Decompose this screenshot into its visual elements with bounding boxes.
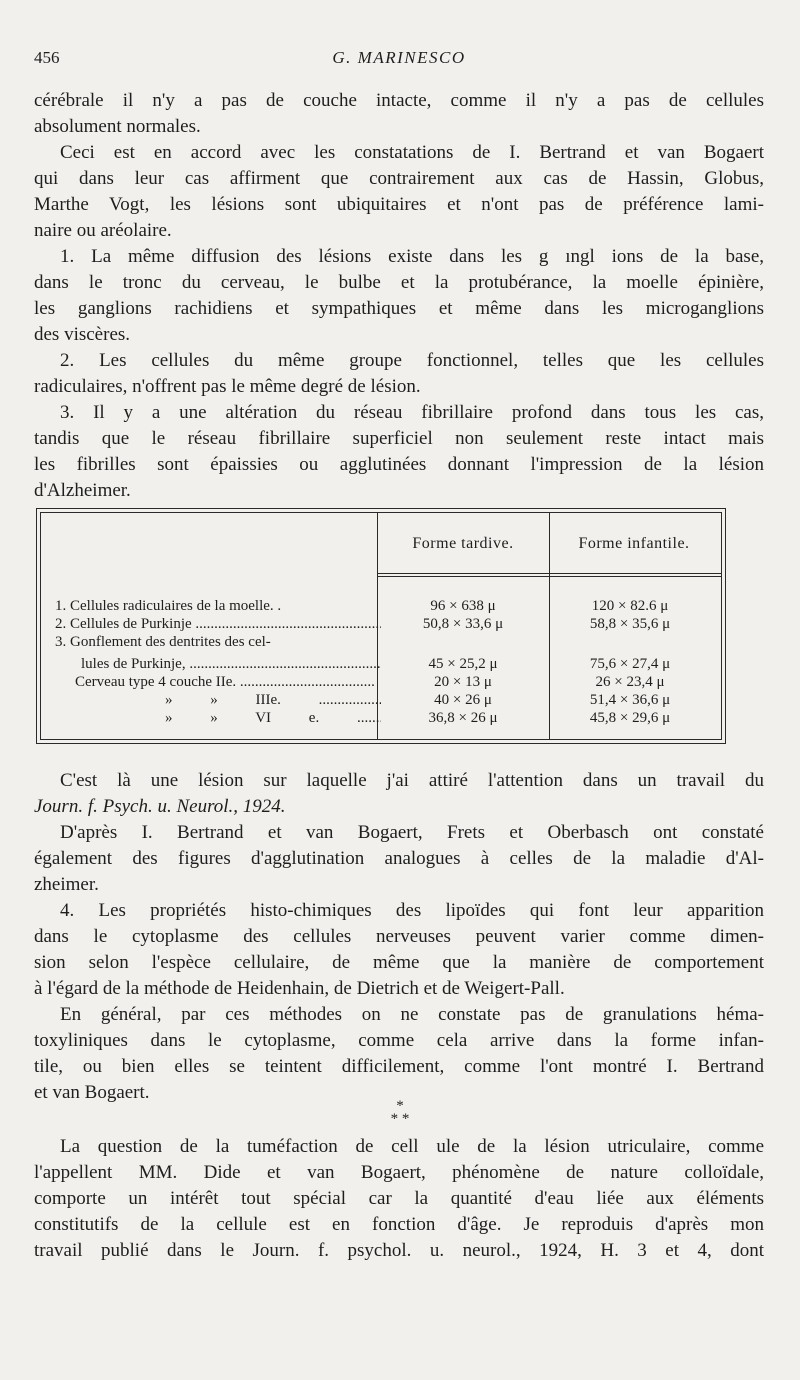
text-line: cérébrale il n'y a pas de couche intacte, comme il n'y a pas de cellules [34,90,764,111]
text-line: radiculaires, n'offrent pas le même degré de lésion. [34,376,421,397]
text-line: tile, ou bien elles se teintent difficilement, comme l'ont montré I. Bertrand [34,1056,764,1077]
text-line: sion selon l'espèce cellulaire, de même que la manière de comportement [34,952,764,973]
asterism-bottom: * * [390,1111,410,1127]
text-line: 4. Les propriétés histo-chimiques des lipoïdes qui font leur apparition [60,900,764,921]
table-row-label: » » IIIe. ..... [165,691,381,709]
text-line: En général, par ces méthodes on ne constate pas de granulations héma- [60,1004,764,1025]
table-cell: 36,8 × 26 μ [428,710,498,726]
header-rule [377,576,721,577]
text-line: absolument normales. [34,116,201,137]
table-cell: 50,8 × 33,6 μ [422,616,504,632]
text-line: dans le tronc du cerveau, le bulbe et la protubérance, la moelle épinière, [34,272,764,293]
text-line: Ceci est en accord avec les constatations de I. Bertrand et van Bogaert [60,142,764,163]
text-line: tandis que le réseau fibrillaire superficiel non seulement reste intact mais [34,428,764,449]
text-line: 3. Il y a une altération du réseau fibrillaire profond dans tous les cas, [60,402,764,423]
table-cell: 45,8 × 29,6 μ [589,710,671,726]
table-row-label: 1. Cellules radiculaires de la moelle. . [55,598,282,614]
table-row-label: lules de Purkinje, ..... [81,655,381,673]
asterism-top: * [396,1098,404,1114]
text-line: toxyliniques dans le cytoplasme, comme cela arrive dans la forme infan- [34,1030,764,1051]
table-cell: 75,6 × 27,4 μ [589,656,671,672]
text-line: à l'égard de la méthode de Heidenhain, de Dietrich et de Weigert-Pall. [34,978,565,999]
text-line: d'Alzheimer. [34,480,131,501]
text-line: qui dans leur cas affirment que contrairement aux cas de Hassin, Globus, [34,168,764,189]
text-line: comporte un intérêt tout spécial car la quantité d'eau liée aux éléments [34,1188,764,1209]
table-cell: 45 × 25,2 μ [428,656,498,672]
section-asterism [0,1100,800,1126]
text-line: et van Bogaert. [34,1082,150,1103]
text-line: La question de la tuméfaction de cell ule de la lésion utriculaire, comme [60,1136,764,1157]
text-line: les ganglions rachidiens et sympathiques et même dans les microganglions [34,298,764,319]
column-header-infantile: Forme infantile. [578,535,690,552]
text-line: zheimer. [34,874,99,895]
table-row-label: 3. Gonflement des dentrites des cel- [55,634,271,650]
text-line: dans le cytoplasme des cellules nerveuses peuvent varier comme dimen- [34,926,764,947]
text-line: 1. La même diffusion des lésions existe dans les g ıngl ions de la base, [60,246,764,267]
table-inner-border [40,512,722,740]
text-line: Marthe Vogt, les lésions sont ubiquitaires et n'ont pas de préférence lami- [34,194,764,215]
running-head: G. MARINESCO [332,48,466,67]
text-line: naire ou aréolaire. [34,220,172,241]
text-line: 2. Les cellules du même groupe fonctionnel, telles que les cellules [60,350,764,371]
table-cell: 40 × 26 μ [434,692,492,708]
text-line: également des figures d'agglutination analogues à celles de la maladie d'Al- [34,848,764,869]
text-line: l'appellent MM. Dide et van Bogaert, phénomène de nature colloïdale, [34,1162,764,1183]
text-line: des viscères. [34,324,131,345]
measurements-table [36,508,726,744]
table-cell: 96 × 638 μ [430,598,496,614]
text-line: Journ. f. Psych. u. Neurol., 1924. [34,796,286,817]
header-rule [377,573,721,574]
column-header-tardive: Forme tardive. [412,535,514,552]
table-cell: 120 × 82.6 μ [591,598,669,614]
text-line: C'est là une lésion sur laquelle j'ai attiré l'attention dans un travail du [60,770,764,791]
table-cell: 26 × 23,4 μ [595,674,665,690]
text-line: D'après I. Bertrand et van Bogaert, Frets et Oberbasch ont constaté [60,822,764,843]
text-line: travail publié dans le Journ. f. psychol. u. neurol., 1924, H. 3 et 4, dont [34,1240,764,1261]
table-cell: 58,8 × 35,6 μ [589,616,671,632]
table-cell: 20 × 13 μ [434,674,492,690]
page-header [34,48,764,74]
text-line: les fibrilles sont épaissies ou agglutinées donnant l'impression de la lésion [34,454,764,475]
table-row-label: » » VI e. ..... [165,709,381,727]
table-row-label: 2. Cellules de Purkinje ..... [55,615,381,633]
text-line: constitutifs de la cellule est en fonction d'âge. Je reproduis d'après mon [34,1214,764,1235]
table-row-label: Cerveau type 4 couche IIe. ..... [75,673,401,691]
page-number: 456 [34,48,60,67]
table-cell: 51,4 × 36,6 μ [589,692,671,708]
